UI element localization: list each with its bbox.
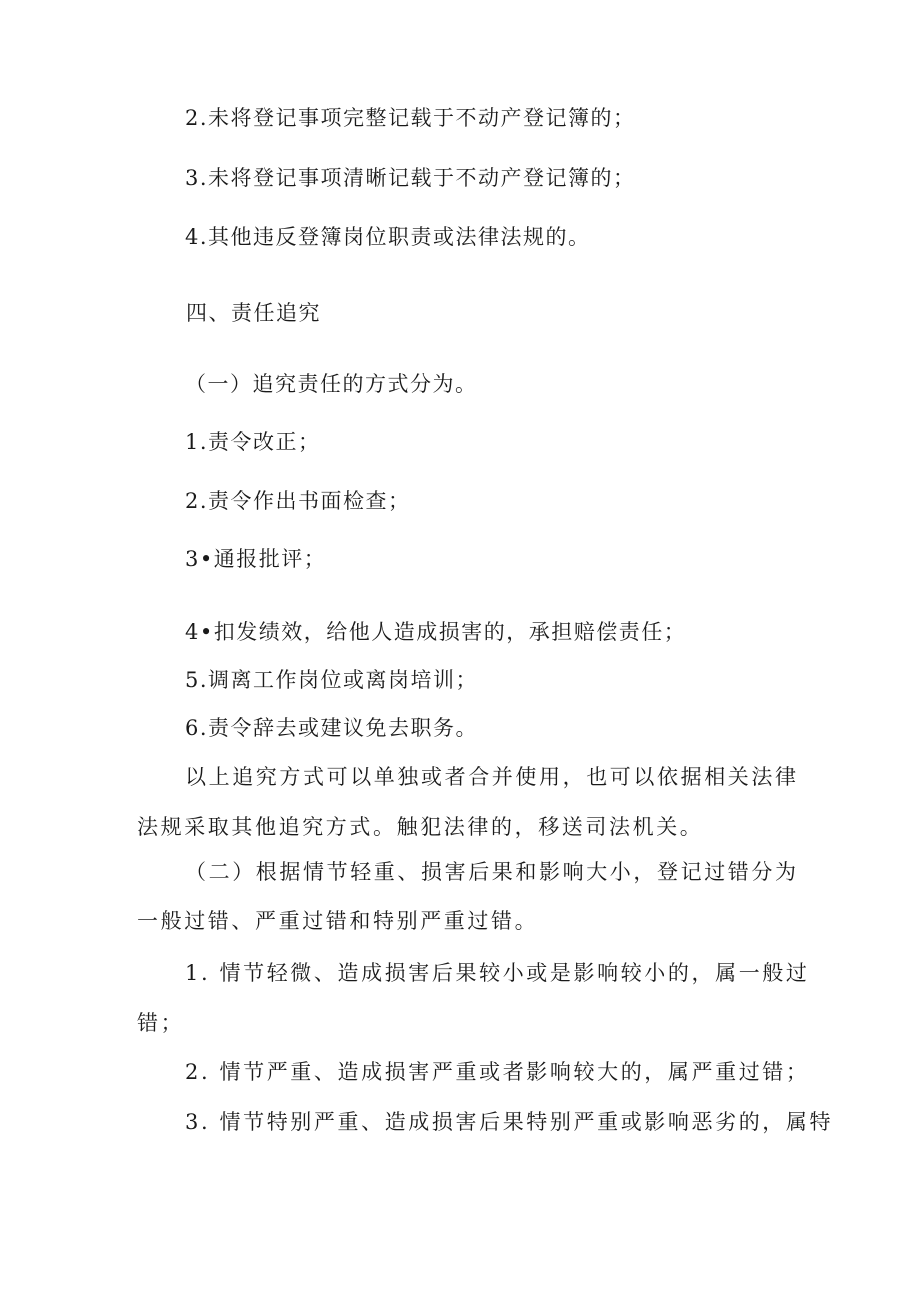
subsection-heading-methods: （一）追究责任的方式分为。 [185, 372, 478, 396]
list-item-4-other-violations: 4.其他违反登簿岗位职责或法律法规的。 [185, 225, 591, 249]
fault-item-1-line1: 1. 情节轻微、造成损害后果较小或是影响较小的，属一般过 [185, 961, 810, 985]
method-item-4: 4•扣发绩效，给他人造成损害的，承担赔偿责任； [185, 620, 687, 644]
paragraph-methods-usage-line1: 以上追究方式可以单独或者合并使用，也可以依据相关法律 [185, 765, 799, 789]
method-item-3: 3•通报批评； [185, 547, 327, 571]
subsection-paragraph-fault-levels-line1: （二）根据情节轻重、损害后果和影响大小，登记过错分为 [185, 860, 799, 884]
section-heading-accountability: 四、责任追究 [186, 301, 321, 325]
fault-item-1-line2: 错； [137, 1011, 185, 1035]
method-item-6: 6.责令辞去或建议免去职务。 [185, 716, 479, 740]
list-item-3-unclear-record: 3.未将登记事项清晰记载于不动产登记簿的； [185, 166, 636, 190]
paragraph-methods-usage-line2: 法规采取其他追究方式。触犯法律的，移送司法机关。 [137, 815, 704, 839]
method-item-1: 1.责令改正； [185, 430, 321, 454]
method-item-2: 2.责令作出书面检查； [185, 489, 411, 513]
fault-item-3-line1: 3. 情节特别严重、造成损害后果特别严重或影响恶劣的，属特 [185, 1110, 834, 1134]
subsection-paragraph-fault-levels-line2: 一般过错、严重过错和特别严重过错。 [137, 909, 539, 933]
list-item-2-incomplete-record: 2.未将登记事项完整记载于不动产登记簿的； [185, 106, 636, 130]
fault-item-2: 2. 情节严重、造成损害严重或者影响较大的，属严重过错； [185, 1060, 810, 1084]
method-item-5: 5.调离工作岗位或离岗培训； [185, 668, 479, 692]
